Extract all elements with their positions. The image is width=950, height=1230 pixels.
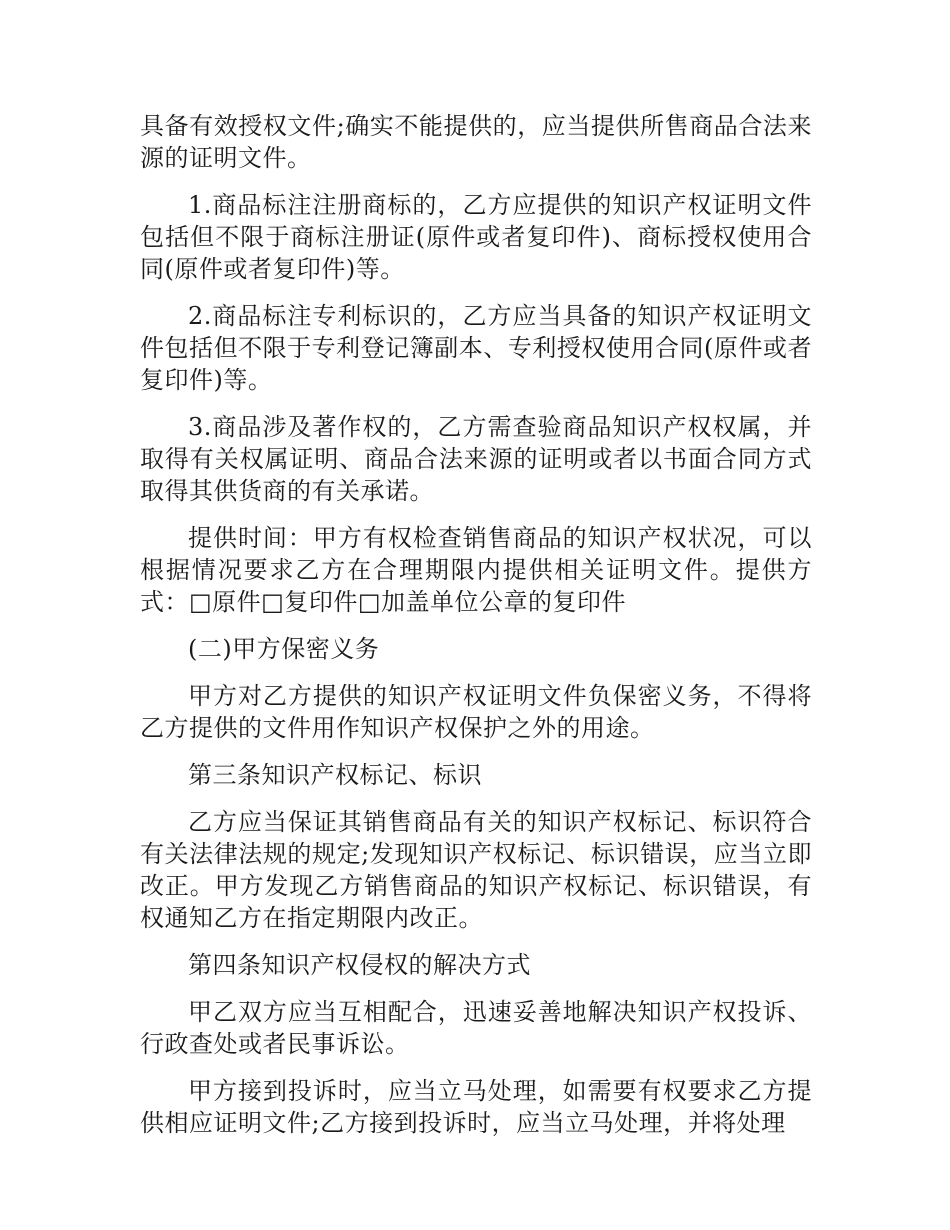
paragraph-item-3: 3.商品涉及著作权的，乙方需查验商品知识产权权属，并取得有关权属证明、商品合法来源的证明或者以书面合同方式取得其供货商的有关承诺。 xyxy=(140,413,812,505)
article-heading-3: 第三条知识产权标记、标识 xyxy=(188,761,482,789)
paragraph-confidentiality: 甲方对乙方提供的知识产权证明文件负保密义务，不得将乙方提供的文件用作知识产权保护之外的用途。 xyxy=(140,682,812,742)
article-heading-4: 第四条知识产权侵权的解决方式 xyxy=(188,951,531,979)
paragraph-continuation: 具备有效授权文件;确实不能提供的，应当提供所售商品合法来源的证明文件。 xyxy=(140,112,812,172)
paragraph-article-4: 甲乙双方应当互相配合，迅速妥善地解决知识产权投诉、行政查处或者民事诉讼。 xyxy=(140,998,812,1058)
paragraph-article-3: 乙方应当保证其销售商品有关的知识产权标记、标识符合有关法律法规的规定;发现知识产权标记、标识错误，应当立即改正。甲方发现乙方销售商品的知识产权标记、标识错误，有权通知乙方在指定期限内改正。 xyxy=(140,808,812,932)
section-heading-confidentiality: (二)甲方保密义务 xyxy=(188,635,380,663)
paragraph-item-1: 1.商品标注注册商标的，乙方应提供的知识产权证明文件包括但不限于商标注册证(原件或者复印件)、商标授权使用合同(原件或者复印件)等。 xyxy=(140,191,812,283)
paragraph-provision-time: 提供时间：甲方有权检查销售商品的知识产权状况，可以根据情况要求乙方在合理期限内提供相关证明文件。提供方式：□原件□复印件□加盖单位公章的复印件 xyxy=(140,524,812,616)
paragraph-item-2: 2.商品标注专利标识的，乙方应当具备的知识产权证明文件包括但不限于专利登记簿副本、专利授权使用合同(原件或者复印件)等。 xyxy=(140,302,812,394)
paragraph-complaint-handling: 甲方接到投诉时，应当立马处理，如需要有权要求乙方提供相应证明文件;乙方接到投诉时，应当立马处理，并将处理 xyxy=(140,1077,812,1137)
document-body xyxy=(140,110,812,1154)
